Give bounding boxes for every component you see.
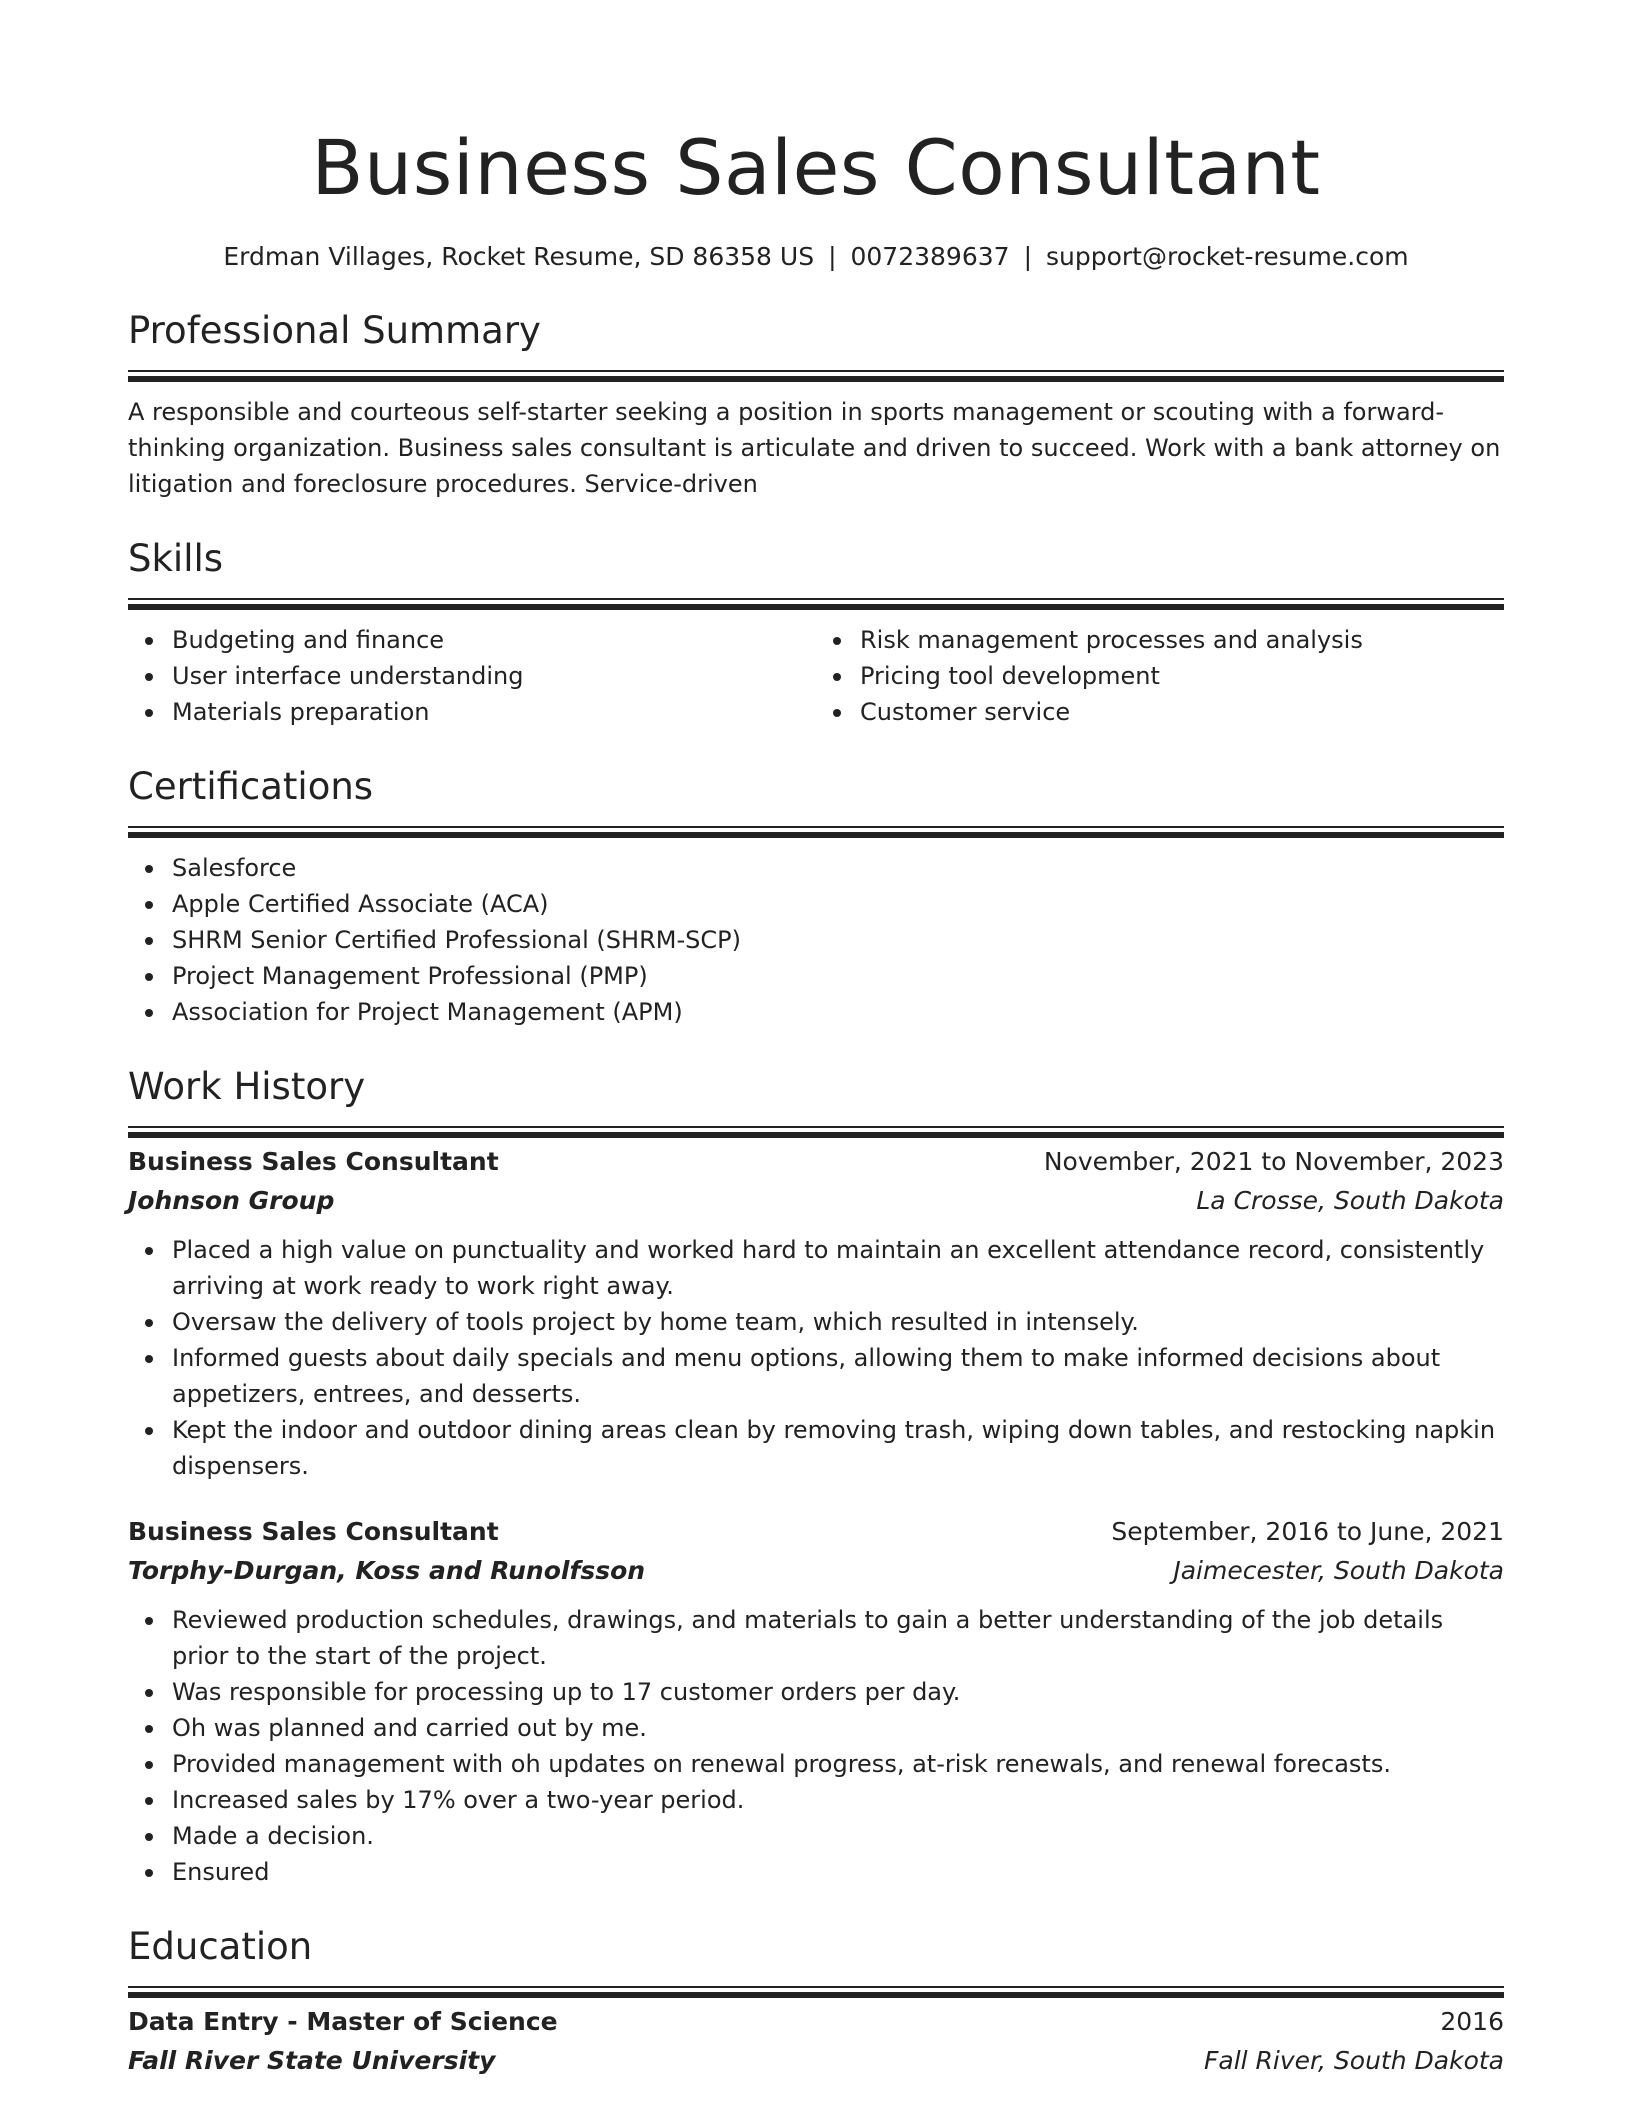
education-degree: Data Entry - Master of Science — [128, 2007, 558, 2036]
job-company: Torphy-Durgan, Koss and Runolfsson — [128, 1556, 646, 1585]
contact-line — [128, 240, 1504, 274]
section-divider — [128, 1986, 1504, 1988]
job-bullet: Reviewed production schedules, drawings, and materials to gain a better understanding of the job details prior to the start of the project. — [172, 1602, 1504, 1674]
skill-item: Risk management processes and analysis — [860, 622, 1504, 658]
job-location: La Crosse, South Dakota — [1196, 1186, 1504, 1215]
certification-item: Association for Project Management (APM) — [172, 994, 1504, 1030]
candidate-name: Business Sales Consultant — [311, 123, 1321, 212]
section-work-history — [128, 1064, 1504, 1890]
contact-email: support@rocket-resume.com — [1046, 242, 1409, 271]
skills-column-left — [128, 622, 816, 730]
skill-item: User interface understanding — [172, 658, 816, 694]
section-certifications — [128, 764, 1504, 1030]
job-dates: September, 2016 to June, 2021 — [1111, 1517, 1504, 1546]
section-title: Education — [128, 1925, 313, 1968]
job-location: Jaimecester, South Dakota — [1173, 1556, 1504, 1585]
section-divider — [128, 826, 1504, 828]
skill-item: Budgeting and finance — [172, 622, 816, 658]
resume-header — [128, 118, 1504, 274]
job-bullet: Informed guests about daily specials and menu options, allowing them to make informed decisions about appetizers, entrees, and desserts. — [172, 1340, 1504, 1412]
section-divider — [128, 370, 1504, 372]
contact-separator: | — [1023, 242, 1032, 271]
job-title: Business Sales Consultant — [128, 1517, 499, 1546]
section-divider — [128, 1126, 1504, 1128]
certification-item: Apple Certified Associate (ACA) — [172, 886, 1504, 922]
job-bullet: Kept the indoor and outdoor dining areas clean by removing trash, wiping down tables, and restocking napkin dispensers. — [172, 1412, 1504, 1484]
job-title: Business Sales Consultant — [128, 1147, 499, 1176]
section-skills — [128, 536, 1504, 730]
summary-text: A responsible and courteous self-starter seeking a position in sports management or scouting with a forward-thinking organization. Business sales consultant is articulate and driven to succeed. Work with a bank attorney on litigation and foreclosure procedures. Service-driven — [128, 398, 1501, 498]
education-entry — [128, 2002, 1504, 2080]
section-title: Work History — [128, 1065, 366, 1108]
section-professional-summary — [128, 308, 1504, 502]
job-bullet: Was responsible for processing up to 17 customer orders per day. — [172, 1674, 1504, 1710]
education-location: Fall River, South Dakota — [1204, 2046, 1504, 2075]
job-bullet: Increased sales by 17% over a two-year period. — [172, 1782, 1504, 1818]
job-entry — [128, 1142, 1504, 1484]
skills-grid — [128, 622, 1504, 730]
job-bullet: Provided management with oh updates on renewal progress, at-risk renewals, and renewal forecasts. — [172, 1746, 1504, 1782]
contact-address: Erdman Villages, Rocket Resume, SD 86358 US — [223, 242, 815, 271]
education-school: Fall River State University — [128, 2046, 496, 2075]
section-divider — [128, 598, 1504, 600]
section-title: Certifications — [128, 765, 374, 808]
skills-column-right — [816, 622, 1504, 730]
section-title: Professional Summary — [128, 309, 541, 352]
job-bullet: Oversaw the delivery of tools project by home team, which resulted in intensely. — [172, 1304, 1504, 1340]
education-year: 2016 — [1440, 2007, 1504, 2036]
contact-separator: | — [828, 242, 837, 271]
contact-phone: 0072389637 — [850, 242, 1010, 271]
certification-item: Salesforce — [172, 850, 1504, 886]
job-bullet: Ensured — [172, 1854, 1504, 1890]
certification-item: Project Management Professional (PMP) — [172, 958, 1504, 994]
job-bullet: Made a decision. — [172, 1818, 1504, 1854]
section-title: Skills — [128, 537, 224, 580]
skill-item: Materials preparation — [172, 694, 816, 730]
skill-item: Pricing tool development — [860, 658, 1504, 694]
job-bullet: Oh was planned and carried out by me. — [172, 1710, 1504, 1746]
job-dates: November, 2021 to November, 2023 — [1043, 1147, 1504, 1176]
job-company: Johnson Group — [128, 1186, 335, 1215]
job-entry — [128, 1512, 1504, 1890]
skill-item: Customer service — [860, 694, 1504, 730]
section-education — [128, 1924, 1504, 2080]
job-bullet: Placed a high value on punctuality and worked hard to maintain an excellent attendance record, consistently arriving at work ready to work right away. — [172, 1232, 1504, 1304]
certification-item: SHRM Senior Certified Professional (SHRM-SCP) — [172, 922, 1504, 958]
